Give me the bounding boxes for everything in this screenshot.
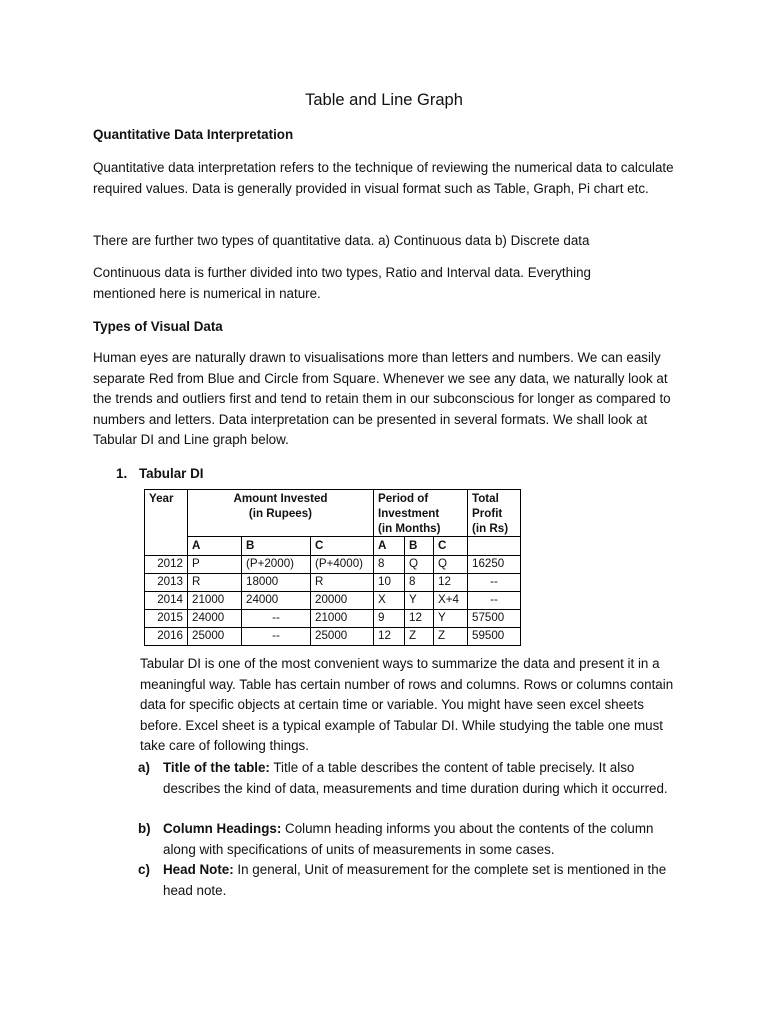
header-period-of-investment: Period of Investment (in Months) [374,490,468,537]
table-cell: 20000 [311,592,374,610]
table-cell: 24000 [242,592,311,610]
table-cell: X [374,592,405,610]
paragraph-data-types: There are further two types of quantitative data. a) Continuous data b) Discrete data [93,233,590,248]
table-cell: 12 [405,610,434,628]
table-cell: (P+2000) [242,556,311,574]
table-row [145,628,521,646]
table-cell: 2012 [145,556,188,574]
table-cell: 2014 [145,592,188,610]
section-heading-visual-data: Types of Visual Data [93,319,223,334]
subheader-cell: B [242,537,311,556]
table-cell: -- [468,574,521,592]
table-subheader-row [145,537,521,556]
list-heading-tabular-di [116,464,203,484]
table-cell: 25000 [188,628,242,646]
subheader-cell: A [374,537,405,556]
table-cell: 16250 [468,556,521,574]
section-heading-quantitative: Quantitative Data Interpretation [93,127,294,142]
subheader-cell-empty [468,537,521,556]
subheader-cell: C [311,537,374,556]
investment-table [144,489,521,646]
table-cell: -- [468,592,521,610]
table-cell: 8 [405,574,434,592]
table-cell: 12 [434,574,468,592]
table-cell: 24000 [188,610,242,628]
list-number: 1. [116,466,128,481]
table-cell: 2013 [145,574,188,592]
table-cell: X+4 [434,592,468,610]
table-cell: R [188,574,242,592]
header-total-profit: Total Profit (in Rs) [468,490,521,537]
table-header-row [145,490,521,537]
paragraph-quantitative-intro: Quantitative data interpretation refers to the technique of reviewing the numerical data to calculate required values. Data is generally provided in visual format such as Table, Graph, Pi chart etc. [93,160,674,196]
list-item-text: Column heading informs you about the contents of the column along with specifications of units of measurements in some cases. [163,821,654,857]
subheader-cell: C [434,537,468,556]
table-cell: 18000 [242,574,311,592]
page-title: Table and Line Graph [305,91,463,109]
list-item-title-of-table [138,758,686,799]
list-item-label: Column Headings: [163,821,282,836]
list-item-label: Title of the table: [163,760,270,775]
list-item-head-note [138,860,686,901]
header-year: Year [145,490,188,556]
table-row [145,592,521,610]
list-marker: a) [138,760,150,775]
list-marker: c) [138,862,150,877]
list-item-text: In general, Unit of measurement for the complete set is mentioned in the head note. [163,862,667,898]
table-cell: 8 [374,556,405,574]
table-cell: -- [242,610,311,628]
header-amount-invested: Amount Invested (in Rupees) [188,490,374,537]
list-marker: b) [138,821,151,836]
table-cell: 2016 [145,628,188,646]
table-cell: 25000 [311,628,374,646]
table-cell: 59500 [468,628,521,646]
table-cell: Z [434,628,468,646]
table-cell: Y [405,592,434,610]
paragraph-visual-data: Human eyes are naturally drawn to visualisations more than letters and numbers. We can easily separate Red from Blue and Circle from Square. Whenever we see any data, we naturally look at the trends and outliers first and tend to retain them in our subconscious for longer as compared to numbers and letters. Data interpretation can be presented in several formats. We shall look at Tabular DI and Line graph below. [93,350,671,448]
table-cell: 2015 [145,610,188,628]
table-cell: 10 [374,574,405,592]
table-cell: 57500 [468,610,521,628]
table-cell: Q [405,556,434,574]
table-cell: Y [434,610,468,628]
table-cell: P [188,556,242,574]
table-cell: 9 [374,610,405,628]
table-cell: Q [434,556,468,574]
subheader-cell: A [188,537,242,556]
table-cell: Z [405,628,434,646]
list-label: Tabular DI [139,466,204,481]
list-item-column-headings [138,819,686,860]
table-cell: R [311,574,374,592]
table-row [145,556,521,574]
table-cell: (P+4000) [311,556,374,574]
table-cell: 12 [374,628,405,646]
table-row [145,610,521,628]
list-item-label: Head Note: [163,862,234,877]
paragraph-tabular-di: Tabular DI is one of the most convenient ways to summarize the data and present it in a meaningful way. Table has certain number of rows and columns. Rows or columns contain data for specific objects at certain time or variable. You might have seen excel sheets before. Excel sheet is a typical example of Tabular DI. While studying the table one must take care of following things. [140,656,674,754]
table-cell: 21000 [188,592,242,610]
list-item-text: Title of a table describes the content of table precisely. It also describes the kind of data, measurements and time duration during which it occurred. [163,760,668,796]
subheader-cell: B [405,537,434,556]
table-row [145,574,521,592]
table-cell: 21000 [311,610,374,628]
table-cell: -- [242,628,311,646]
paragraph-continuous-data: Continuous data is further divided into two types, Ratio and Interval data. Everything mentioned here is numerical in nature. [93,265,591,301]
